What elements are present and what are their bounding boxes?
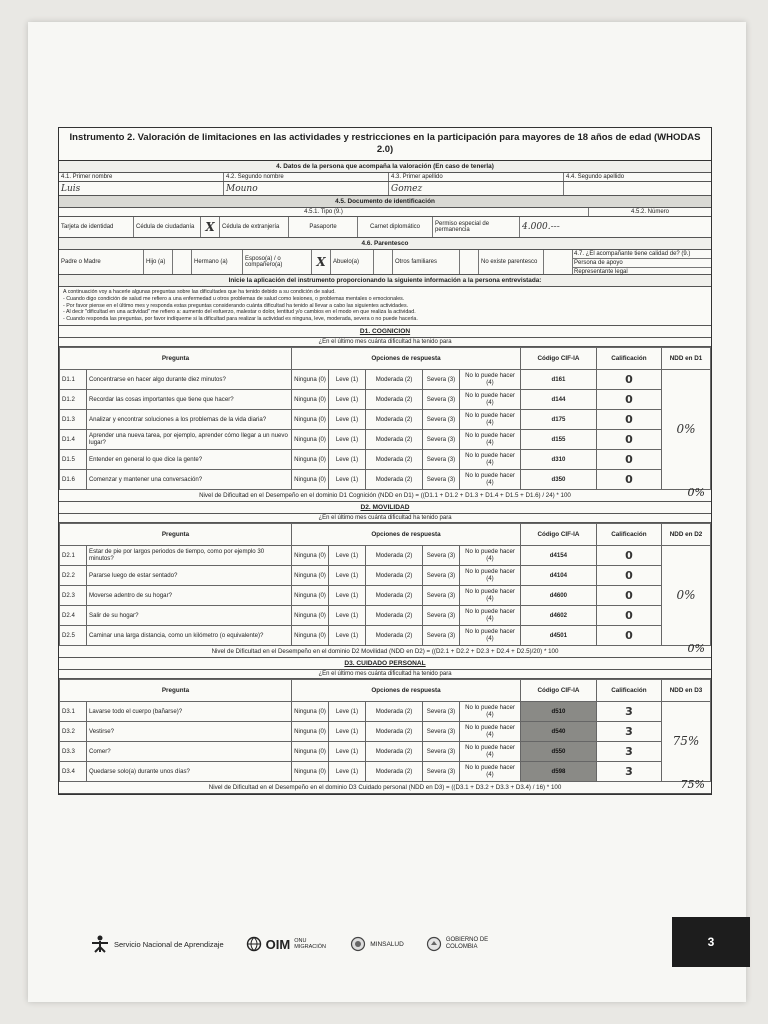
question-id: D1.2 bbox=[60, 389, 87, 409]
rel-blank bbox=[374, 250, 393, 274]
answer-option: No lo puede hacer (4) bbox=[460, 625, 521, 645]
answer-option: No lo puede hacer (4) bbox=[460, 741, 521, 761]
first-name-value: Luis bbox=[59, 182, 224, 195]
quality-support: Persona de apoyo bbox=[573, 259, 711, 268]
document-header: 4.5. Documento de identificación bbox=[59, 196, 711, 208]
question-id: D1.1 bbox=[60, 369, 87, 389]
answer-option: Severa (3) bbox=[423, 585, 460, 605]
col-ndd: NDD en D2 bbox=[662, 523, 711, 545]
score-value[interactable]: 0 bbox=[596, 545, 661, 565]
question-text: Vestirse? bbox=[87, 721, 292, 741]
col-ndd: NDD en D1 bbox=[662, 347, 711, 369]
answer-option: No lo puede hacer (4) bbox=[460, 469, 521, 489]
intro-line: - Cuando digo condición de salud me refiero a una enfermedad u otros problemas de salud como lesiones, o problemas mentales o emocionales. bbox=[63, 295, 405, 302]
d3-subtitle: ¿En el último mes cuánta dificultad ha tenido para bbox=[59, 670, 711, 679]
answer-option: Moderada (2) bbox=[366, 701, 423, 721]
answer-option: Severa (3) bbox=[423, 469, 460, 489]
doc-option: Tarjeta de identidad bbox=[59, 217, 134, 237]
globe-icon bbox=[246, 936, 262, 952]
question-row bbox=[60, 389, 711, 409]
col-question: Pregunta bbox=[60, 679, 292, 701]
question-text: Lavarse todo el cuerpo (bañarse)? bbox=[87, 701, 292, 721]
score-value[interactable]: 0 bbox=[596, 625, 661, 645]
answer-option: No lo puede hacer (4) bbox=[460, 409, 521, 429]
question-row bbox=[60, 761, 711, 781]
companion-header: 4. Datos de la persona que acompaña la valoración (En caso de tenerla) bbox=[59, 161, 711, 173]
question-text: Estar de pie por largos periodos de tiempo, como por ejemplo 30 minutos? bbox=[87, 545, 292, 565]
question-row bbox=[60, 701, 711, 721]
col-code: Código CIF-IA bbox=[521, 347, 597, 369]
question-row bbox=[60, 369, 711, 389]
cif-code: d161 bbox=[521, 369, 597, 389]
answer-option: No lo puede hacer (4) bbox=[460, 449, 521, 469]
sena-label: Servicio Nacional de Aprendizaje bbox=[114, 939, 224, 949]
question-row bbox=[60, 721, 711, 741]
minsalud-label: MINSALUD bbox=[370, 940, 404, 948]
rel-option: Esposo(a) / o compañero(a) bbox=[243, 250, 312, 274]
rel-option: Abuelo(a) bbox=[331, 250, 374, 274]
doc-option: Permiso especial de permanencia bbox=[433, 217, 520, 237]
score-value[interactable]: 0 bbox=[596, 429, 661, 449]
answer-option: Severa (3) bbox=[423, 605, 460, 625]
rel-blank bbox=[173, 250, 192, 274]
question-row bbox=[60, 585, 711, 605]
page-number: 3 bbox=[672, 917, 750, 967]
gobierno-label: GOBIERNO DE COLOMBIA bbox=[445, 937, 489, 950]
cif-code: d350 bbox=[521, 469, 597, 489]
d2-ndd bbox=[59, 641, 711, 658]
sena-icon bbox=[90, 934, 110, 954]
answer-option: Severa (3) bbox=[423, 409, 460, 429]
question-text: Analizar y encontrar soluciones a los problemas de la vida diaria? bbox=[87, 409, 292, 429]
d3-ndd-formula: Nivel de Dificultad en el Desempeño en el dominio D3 Cuidado personal (NDD en D3) = ((D3.1 + D3.2 + D3.3 + D3.4) / 16) * 100 bbox=[208, 783, 562, 791]
answer-option: No lo puede hacer (4) bbox=[460, 545, 521, 565]
question-id: D2.3 bbox=[60, 585, 87, 605]
answer-option: Severa (3) bbox=[423, 741, 460, 761]
second-surname-label: 4.4. Segundo apellido bbox=[566, 174, 625, 180]
answer-option: Severa (3) bbox=[423, 429, 460, 449]
first-surname-label: 4.3. Primer apellido bbox=[389, 173, 564, 181]
footer-logos bbox=[90, 932, 650, 956]
oim-logo bbox=[246, 936, 329, 952]
cif-code: d510 bbox=[521, 701, 597, 721]
cif-code: d310 bbox=[521, 449, 597, 469]
question-text: Aprender una nueva tarea, por ejemplo, aprender cómo llegar a un nuevo lugar? bbox=[87, 429, 292, 449]
oim-sub-label: ONU MIGRACIÓN bbox=[294, 938, 326, 950]
cif-code: d155 bbox=[521, 429, 597, 449]
intro-line: - Por favor piense en el último mes y responda estas preguntas considerando cuánta dificultad ha tenido al llevar a cabo las siguientes actividades. bbox=[63, 302, 409, 309]
cif-code: d4104 bbox=[521, 565, 597, 585]
answer-option: Moderada (2) bbox=[366, 369, 423, 389]
col-score: Calificación bbox=[596, 523, 661, 545]
rel-option: Otros familiares bbox=[393, 250, 460, 274]
answer-option: Severa (3) bbox=[423, 721, 460, 741]
answer-option: Leve (1) bbox=[329, 741, 366, 761]
answer-option: No lo puede hacer (4) bbox=[460, 585, 521, 605]
sena-logo bbox=[90, 934, 224, 954]
question-text: Entender en general lo que dice la gente? bbox=[87, 449, 292, 469]
question-row bbox=[60, 565, 711, 585]
cif-code: d144 bbox=[521, 389, 597, 409]
d2-table bbox=[59, 523, 711, 646]
question-id: D2.4 bbox=[60, 605, 87, 625]
score-value[interactable]: 0 bbox=[596, 469, 661, 489]
second-surname-value bbox=[564, 182, 711, 195]
first-surname-value: Gomez bbox=[389, 182, 564, 195]
answer-option: Leve (1) bbox=[329, 449, 366, 469]
question-id: D2.2 bbox=[60, 565, 87, 585]
answer-option: Leve (1) bbox=[329, 545, 366, 565]
question-text: Comenzar y mantener una conversación? bbox=[87, 469, 292, 489]
intro-text bbox=[59, 287, 711, 326]
d2-title: D2. MOVILIDAD bbox=[59, 502, 711, 514]
answer-option: No lo puede hacer (4) bbox=[460, 721, 521, 741]
rel-option: No existe parentesco bbox=[479, 250, 544, 274]
answer-option: Severa (3) bbox=[423, 449, 460, 469]
answer-option: Moderada (2) bbox=[366, 545, 423, 565]
question-text: Comer? bbox=[87, 741, 292, 761]
question-id: D3.3 bbox=[60, 741, 87, 761]
answer-option: Moderada (2) bbox=[366, 605, 423, 625]
answer-option: Ninguna (0) bbox=[292, 565, 329, 585]
answer-option: Moderada (2) bbox=[366, 625, 423, 645]
answer-option: Leve (1) bbox=[329, 429, 366, 449]
answer-option: Leve (1) bbox=[329, 701, 366, 721]
start-instruction: Inicie la aplicación del instrumento proporcionando la siguiente información a la persona entrevistada: bbox=[59, 275, 711, 287]
answer-option: No lo puede hacer (4) bbox=[460, 429, 521, 449]
second-name-value: Mouno bbox=[224, 182, 389, 195]
answer-option: Ninguna (0) bbox=[292, 409, 329, 429]
document-number-label: 4.5.2. Número bbox=[630, 209, 670, 215]
question-row bbox=[60, 449, 711, 469]
companion-labels bbox=[59, 173, 711, 182]
gobierno-logo bbox=[426, 936, 492, 952]
ndd-side-value: 0% bbox=[662, 545, 711, 645]
answer-option: Moderada (2) bbox=[366, 469, 423, 489]
question-id: D1.4 bbox=[60, 429, 87, 449]
d3-table bbox=[59, 679, 711, 782]
answer-option: Severa (3) bbox=[423, 761, 460, 781]
doc-option: Cédula de ciudadanía bbox=[134, 217, 201, 237]
answer-option: No lo puede hacer (4) bbox=[460, 369, 521, 389]
answer-option: Ninguna (0) bbox=[292, 469, 329, 489]
answer-option: No lo puede hacer (4) bbox=[460, 565, 521, 585]
d1-ndd bbox=[59, 485, 711, 502]
cif-code: d4154 bbox=[521, 545, 597, 565]
answer-option: Severa (3) bbox=[423, 369, 460, 389]
question-text: Recordar las cosas importantes que tiene que hacer? bbox=[87, 389, 292, 409]
question-text: Caminar una larga distancia, como un kilómetro (o equivalente)? bbox=[87, 625, 292, 645]
d3-title: D3. CUIDADO PERSONAL bbox=[59, 658, 711, 670]
col-code: Código CIF-IA bbox=[521, 523, 597, 545]
answer-option: Severa (3) bbox=[423, 625, 460, 645]
answer-option: Moderada (2) bbox=[366, 741, 423, 761]
document-options-row bbox=[59, 217, 711, 238]
question-id: D1.5 bbox=[60, 449, 87, 469]
answer-option: Ninguna (0) bbox=[292, 449, 329, 469]
answer-option: No lo puede hacer (4) bbox=[460, 389, 521, 409]
question-row bbox=[60, 605, 711, 625]
rel-blank bbox=[460, 250, 479, 274]
relationship-header: 4.6. Parentesco bbox=[59, 238, 711, 250]
question-row bbox=[60, 409, 711, 429]
cif-code: d4501 bbox=[521, 625, 597, 645]
answer-option: Ninguna (0) bbox=[292, 741, 329, 761]
answer-option: Leve (1) bbox=[329, 565, 366, 585]
answer-option: Ninguna (0) bbox=[292, 625, 329, 645]
document-type-label: 4.5.1. Tipo (9.) bbox=[59, 208, 589, 216]
answer-option: Severa (3) bbox=[423, 389, 460, 409]
first-name-label: 4.1. Primer nombre bbox=[59, 173, 224, 181]
col-options: Opciones de respuesta bbox=[292, 523, 521, 545]
cif-code: d550 bbox=[521, 741, 597, 761]
minsalud-logo bbox=[350, 936, 404, 952]
question-row bbox=[60, 469, 711, 489]
score-value[interactable]: 0 bbox=[596, 605, 661, 625]
d2-subtitle: ¿En el último mes cuánta dificultad ha tenido para bbox=[59, 514, 711, 523]
question-text: Salir de su hogar? bbox=[87, 605, 292, 625]
ndd-side-value: 75% bbox=[662, 701, 711, 781]
question-text: Quedarse solo(a) durante unos días? bbox=[87, 761, 292, 781]
score-value[interactable]: 3 bbox=[596, 701, 661, 721]
relationship-row bbox=[59, 250, 711, 275]
d3-ndd-value: 75% bbox=[680, 777, 705, 791]
col-question: Pregunta bbox=[60, 347, 292, 369]
question-text: Pararse luego de estar sentado? bbox=[87, 565, 292, 585]
doc-check-mark: X bbox=[201, 217, 220, 237]
col-score: Calificación bbox=[596, 679, 661, 701]
rel-option: Hijo (a) bbox=[144, 250, 173, 274]
col-options: Opciones de respuesta bbox=[292, 347, 521, 369]
answer-option: Moderada (2) bbox=[366, 389, 423, 409]
rel-option: Padre o Madre bbox=[59, 250, 144, 274]
answer-option: Ninguna (0) bbox=[292, 389, 329, 409]
d1-title: D1. COGNICION bbox=[59, 326, 711, 338]
cif-code: d4602 bbox=[521, 605, 597, 625]
ndd-side-value: 0% bbox=[662, 369, 711, 489]
cif-code: d175 bbox=[521, 409, 597, 429]
second-name-label: 4.2. Segundo nombre bbox=[224, 173, 389, 181]
d1-subtitle: ¿En el último mes cuánta dificultad ha tenido para bbox=[59, 338, 711, 347]
intro-line: A continuación voy a hacerle algunas preguntas sobre las dificultades que ha tenido debido a su condición de salud. bbox=[63, 289, 336, 295]
rel-check-mark: X bbox=[312, 250, 331, 274]
d1-ndd-formula: Nivel de Dificultad en el Desempeño en el dominio D1 Cognición (NDD en D1) = ((D1.1 + D1.2 + D1.3 + D1.4 + D1.5 + D1.6) / 24) * 100 bbox=[199, 491, 571, 499]
question-row bbox=[60, 429, 711, 449]
d1-ndd-value: 0% bbox=[687, 485, 705, 499]
col-score: Calificación bbox=[596, 347, 661, 369]
answer-option: Moderada (2) bbox=[366, 565, 423, 585]
companion-quality bbox=[573, 250, 711, 274]
rel-blank bbox=[544, 250, 573, 274]
cif-code: d540 bbox=[521, 721, 597, 741]
question-id: D2.5 bbox=[60, 625, 87, 645]
answer-option: Moderada (2) bbox=[366, 721, 423, 741]
col-code: Código CIF-IA bbox=[521, 679, 597, 701]
companion-values bbox=[59, 182, 711, 196]
col-options: Opciones de respuesta bbox=[292, 679, 521, 701]
form-sheet bbox=[58, 127, 712, 795]
question-id: D1.3 bbox=[60, 409, 87, 429]
question-row bbox=[60, 741, 711, 761]
answer-option: Severa (3) bbox=[423, 565, 460, 585]
score-value[interactable]: 0 bbox=[596, 565, 661, 585]
answer-option: Ninguna (0) bbox=[292, 721, 329, 741]
d3-ndd bbox=[59, 777, 711, 794]
question-row bbox=[60, 625, 711, 645]
answer-option: Ninguna (0) bbox=[292, 545, 329, 565]
answer-option: Leve (1) bbox=[329, 409, 366, 429]
answer-option: Severa (3) bbox=[423, 545, 460, 565]
doc-option: Carnet diplomático bbox=[358, 217, 433, 237]
answer-option: Ninguna (0) bbox=[292, 701, 329, 721]
answer-option: Ninguna (0) bbox=[292, 585, 329, 605]
question-id: D3.2 bbox=[60, 721, 87, 741]
document-type-row bbox=[59, 208, 711, 217]
quality-question: 4.7. ¿El acompañante tiene calidad de? (9.) bbox=[573, 250, 711, 259]
score-value[interactable]: 0 bbox=[596, 449, 661, 469]
answer-option: Ninguna (0) bbox=[292, 605, 329, 625]
answer-option: Severa (3) bbox=[423, 701, 460, 721]
answer-option: Leve (1) bbox=[329, 369, 366, 389]
rel-option: Hermano (a) bbox=[192, 250, 243, 274]
score-value[interactable]: 3 bbox=[596, 741, 661, 761]
intro-line: - Cuando responda las preguntas, por favor indíqueme si la dificultad para realizar la actividad es ninguna, leve, moderada, severa o no puede hacerla. bbox=[63, 316, 418, 323]
answer-option: Moderada (2) bbox=[366, 761, 423, 781]
question-id: D3.1 bbox=[60, 701, 87, 721]
answer-option: Leve (1) bbox=[329, 389, 366, 409]
question-text: Moverse adentro de su hogar? bbox=[87, 585, 292, 605]
answer-option: Moderada (2) bbox=[366, 585, 423, 605]
answer-option: Ninguna (0) bbox=[292, 761, 329, 781]
col-question: Pregunta bbox=[60, 523, 292, 545]
form-title: Instrumento 2. Valoración de limitaciones en las actividades y restricciones en la participación para mayores de 18 años de edad (WHODAS 2.0) bbox=[59, 128, 711, 161]
shield-icon bbox=[350, 936, 366, 952]
cif-code: d4600 bbox=[521, 585, 597, 605]
answer-option: Leve (1) bbox=[329, 761, 366, 781]
answer-option: No lo puede hacer (4) bbox=[460, 605, 521, 625]
quality-legal: Representante legal bbox=[574, 269, 628, 275]
answer-option: No lo puede hacer (4) bbox=[460, 701, 521, 721]
answer-option: Moderada (2) bbox=[366, 429, 423, 449]
doc-option: Pasaporte bbox=[289, 217, 358, 237]
score-value[interactable]: 3 bbox=[596, 761, 661, 781]
score-value[interactable]: 0 bbox=[596, 389, 661, 409]
answer-option: Leve (1) bbox=[329, 585, 366, 605]
answer-option: Leve (1) bbox=[329, 625, 366, 645]
question-row bbox=[60, 545, 711, 565]
question-id: D3.4 bbox=[60, 761, 87, 781]
score-value[interactable]: 0 bbox=[596, 409, 661, 429]
answer-option: Leve (1) bbox=[329, 605, 366, 625]
score-value[interactable]: 0 bbox=[596, 585, 661, 605]
answer-option: Moderada (2) bbox=[366, 409, 423, 429]
answer-option: No lo puede hacer (4) bbox=[460, 761, 521, 781]
answer-option: Ninguna (0) bbox=[292, 429, 329, 449]
oim-label: OIM bbox=[265, 936, 291, 952]
question-id: D2.1 bbox=[60, 545, 87, 565]
intro-line: - Al decir "dificultad en una actividad" me refiero a: aumento del esfuerzo, malestar o dolor, lentitud y/o cambios en el modo en que realiza la actividad. bbox=[63, 309, 416, 316]
question-id: D1.6 bbox=[60, 469, 87, 489]
answer-option: Ninguna (0) bbox=[292, 369, 329, 389]
score-value[interactable]: 0 bbox=[596, 369, 661, 389]
col-ndd: NDD en D3 bbox=[662, 679, 711, 701]
d2-ndd-value: 0% bbox=[687, 641, 705, 655]
answer-option: Leve (1) bbox=[329, 721, 366, 741]
doc-number-value: 4.000.--- bbox=[522, 222, 560, 232]
answer-option: Moderada (2) bbox=[366, 449, 423, 469]
question-text: Concentrarse en hacer algo durante diez minutos? bbox=[87, 369, 292, 389]
doc-option: Cédula de extranjería bbox=[220, 217, 289, 237]
d2-ndd-formula: Nivel de Dificultad en el Desempeño en el dominio D2 Movilidad (NDD en D2) = ((D2.1 + D2.2 + D2.3 + D2.4 + D2.5)/20) * 100 bbox=[211, 647, 559, 655]
cif-code: d598 bbox=[521, 761, 597, 781]
seal-icon bbox=[426, 936, 442, 952]
d1-table bbox=[59, 347, 711, 490]
score-value[interactable]: 3 bbox=[596, 721, 661, 741]
answer-option: Leve (1) bbox=[329, 469, 366, 489]
